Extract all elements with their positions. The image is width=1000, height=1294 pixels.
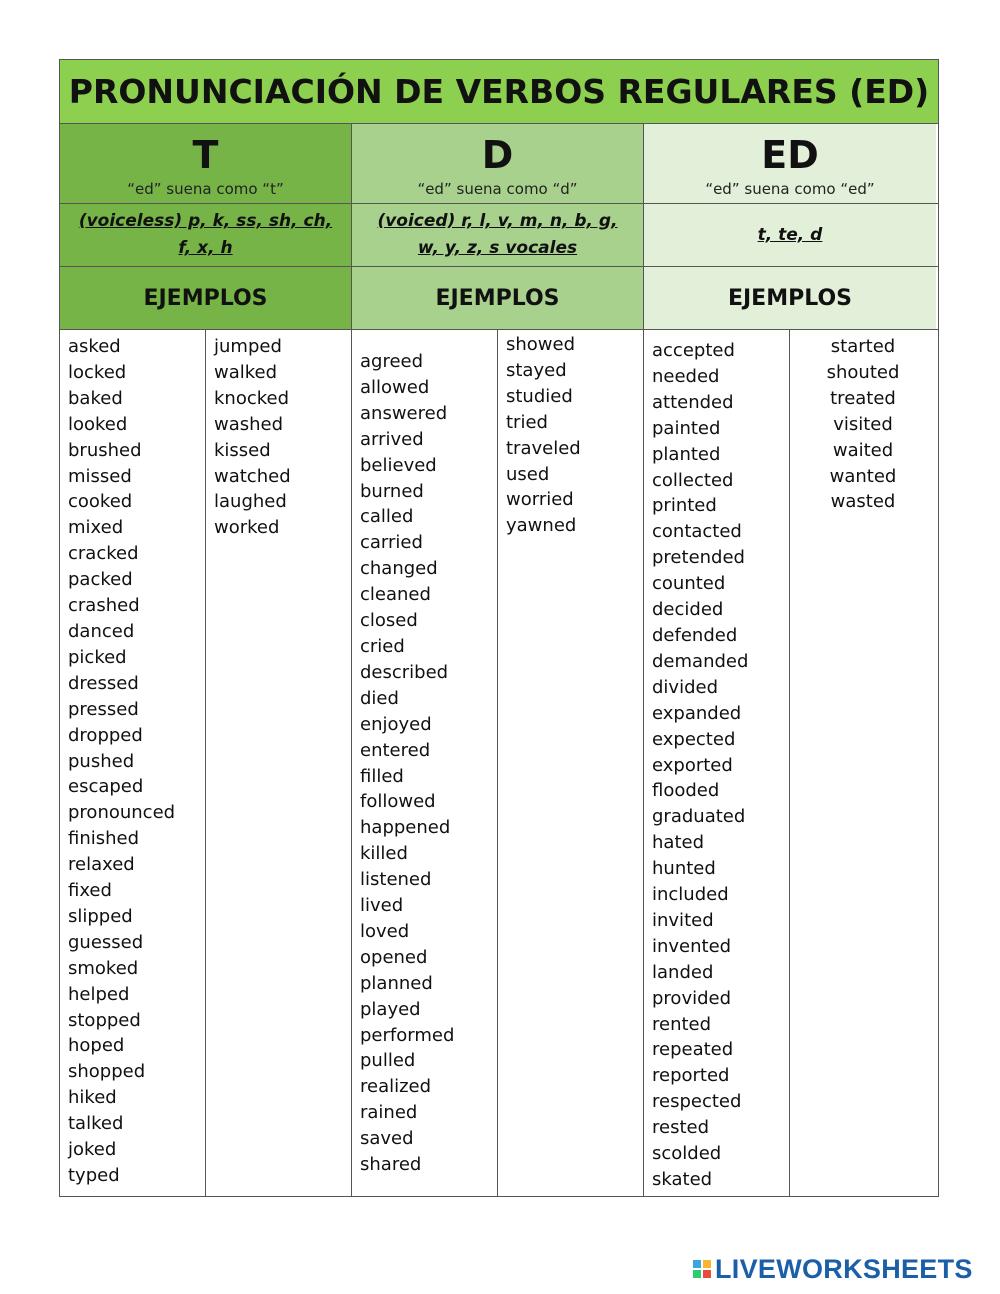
examples-label-ed: EJEMPLOS [644, 267, 936, 329]
word-item: believed [360, 454, 437, 476]
word-item: visited [833, 413, 893, 435]
liveworksheets-logo [693, 1253, 973, 1284]
word-item: laughed [214, 491, 287, 513]
word-item: missed [68, 465, 132, 487]
word-item: tried [506, 411, 548, 433]
rule-d: (voiced) r, l, v, m, n, b, g, w, y, z, s vocales [352, 204, 644, 266]
word-list-d-b [498, 330, 644, 1196]
word-item: showed [506, 334, 576, 355]
word-item: shouted [826, 361, 900, 383]
word-item: stayed [506, 359, 567, 381]
word-item: burned [360, 480, 424, 502]
word-item: shared [360, 1154, 422, 1176]
examples-label-t: EJEMPLOS [60, 267, 352, 329]
header-ed-letter: ED [761, 133, 819, 177]
word-item: expected [652, 728, 736, 750]
word-item: arrived [360, 428, 424, 450]
word-item: exported [652, 754, 733, 776]
word-item: allowed [360, 376, 430, 398]
word-item: fixed [68, 880, 112, 902]
word-item: treated [830, 387, 896, 409]
word-item: typed [68, 1165, 120, 1186]
word-item: described [360, 661, 449, 683]
word-item: hoped [68, 1035, 125, 1057]
word-item: filled [360, 765, 404, 787]
word-item: played [360, 998, 421, 1020]
word-item: joked [68, 1139, 117, 1161]
word-item: pretended [652, 547, 745, 569]
word-item: pronounced [68, 802, 176, 824]
word-item: danced [68, 620, 135, 642]
word-item: cracked [68, 543, 139, 565]
word-item: asked [68, 336, 121, 357]
word-item: traveled [506, 437, 581, 459]
word-item: knocked [214, 387, 290, 409]
word-item: divided [652, 676, 719, 698]
word-item: washed [214, 413, 284, 435]
word-item: planned [360, 972, 433, 994]
word-item: waited [832, 439, 894, 461]
word-item: entered [360, 739, 431, 761]
word-list-d-a [352, 330, 498, 1196]
word-item: performed [360, 1024, 455, 1046]
word-item: decided [652, 599, 724, 621]
word-item: called [360, 506, 414, 528]
header-d-sound: “ed” suena como “d” [417, 180, 578, 198]
word-item: expanded [652, 702, 742, 724]
word-item: locked [68, 361, 127, 383]
rule-t: (voiceless) p, k, ss, sh, ch, f, x, h [60, 204, 352, 266]
word-item: finished [68, 828, 140, 850]
word-item: invented [652, 935, 732, 957]
word-item: graduated [652, 806, 746, 828]
header-d [352, 124, 644, 203]
word-item: rested [652, 1117, 710, 1139]
word-item: contacted [652, 521, 742, 543]
word-item: mixed [68, 517, 124, 539]
word-item: brushed [68, 439, 142, 461]
header-d-letter: D [481, 133, 514, 177]
word-item: slipped [68, 905, 133, 927]
word-item: demanded [652, 650, 749, 672]
word-item: realized [360, 1076, 432, 1098]
word-item: stopped [68, 1009, 141, 1031]
word-item: baked [68, 387, 123, 409]
examples-label-d: EJEMPLOS [352, 267, 644, 329]
word-item: wasted [830, 491, 896, 513]
word-item: cleaned [360, 584, 431, 606]
word-item: escaped [68, 776, 144, 798]
sound-header-row [60, 124, 938, 204]
word-item: looked [68, 413, 128, 435]
word-item: closed [360, 610, 418, 632]
word-item: dropped [68, 724, 143, 746]
header-t [60, 124, 352, 203]
word-item: flooded [652, 780, 720, 802]
word-item: shopped [68, 1061, 146, 1083]
word-item: respected [652, 1091, 742, 1113]
word-item: helped [68, 983, 130, 1005]
word-item: saved [360, 1128, 414, 1150]
word-item: loved [360, 920, 410, 942]
word-list-t-a [60, 330, 206, 1196]
word-item: wanted [829, 465, 897, 487]
word-item: reported [652, 1065, 730, 1087]
word-list-ed-b [790, 330, 936, 1196]
word-item: rented [652, 1013, 712, 1035]
word-item: included [652, 884, 729, 906]
header-ed-sound: “ed” suena como “ed” [705, 180, 875, 198]
word-item: cooked [68, 491, 133, 513]
word-item: enjoyed [360, 713, 432, 735]
word-item: printed [652, 495, 717, 517]
verbs-table [59, 59, 939, 1197]
word-item: packed [68, 569, 133, 591]
word-item: lived [360, 895, 404, 917]
logo-text: LIVEWORKSHEETS [715, 1253, 973, 1284]
word-item: dressed [68, 672, 139, 694]
header-ed [644, 124, 936, 203]
word-item: watched [214, 465, 291, 487]
rule-ed: t, te, d [644, 204, 936, 266]
word-item: attended [652, 391, 734, 413]
word-item: yawned [506, 515, 577, 537]
table-title: PRONUNCIACIÓN DE VERBOS REGULARES (ED) [60, 60, 938, 124]
word-list-t-b [206, 330, 352, 1196]
word-item: accepted [652, 340, 735, 361]
word-item: killed [360, 843, 408, 865]
word-item: talked [68, 1113, 124, 1135]
word-item: picked [68, 646, 127, 668]
word-item: answered [360, 402, 448, 424]
word-item: defended [652, 624, 738, 646]
word-item: cried [360, 635, 405, 657]
word-item: landed [652, 961, 714, 983]
word-item: started [830, 336, 896, 357]
word-item: walked [214, 361, 278, 383]
header-t-sound: “ed” suena como “t” [127, 180, 284, 198]
word-item: pulled [360, 1050, 416, 1072]
word-item: smoked [68, 957, 139, 979]
word-item: used [506, 463, 550, 485]
word-item: invited [652, 909, 714, 931]
word-item: opened [360, 946, 428, 968]
word-item: collected [652, 469, 734, 491]
rule-row [60, 204, 938, 267]
word-item: pushed [68, 750, 135, 772]
word-item: worried [506, 489, 574, 511]
word-item: crashed [68, 595, 140, 617]
word-item: pressed [68, 698, 139, 720]
word-item: happened [360, 817, 451, 839]
word-item: counted [652, 573, 726, 595]
word-item: studied [506, 385, 573, 407]
word-item: hiked [68, 1087, 117, 1109]
word-item: skated [652, 1169, 713, 1190]
header-t-letter: T [192, 133, 219, 177]
word-item: rained [360, 1102, 418, 1124]
word-item: changed [360, 558, 438, 580]
logo-blocks-icon [693, 1260, 711, 1278]
word-item: carried [360, 532, 423, 554]
word-item: hunted [652, 858, 716, 880]
word-item: died [360, 687, 399, 709]
word-item: jumped [214, 336, 282, 357]
word-item: scolded [652, 1143, 722, 1165]
word-item: painted [652, 417, 721, 439]
word-item: kissed [214, 439, 271, 461]
word-item: followed [360, 791, 436, 813]
word-item: agreed [360, 351, 424, 372]
word-item: hated [652, 832, 704, 854]
word-item: listened [360, 869, 432, 891]
word-item: relaxed [68, 854, 135, 876]
word-item: worked [214, 517, 280, 539]
word-item: planted [652, 443, 721, 465]
examples-header-row [60, 267, 938, 330]
word-item: needed [652, 365, 720, 387]
word-list-ed-a [644, 330, 790, 1196]
word-item: repeated [652, 1039, 734, 1061]
word-item: provided [652, 987, 732, 1009]
word-lists-row [60, 330, 938, 1196]
word-item: guessed [68, 931, 144, 953]
